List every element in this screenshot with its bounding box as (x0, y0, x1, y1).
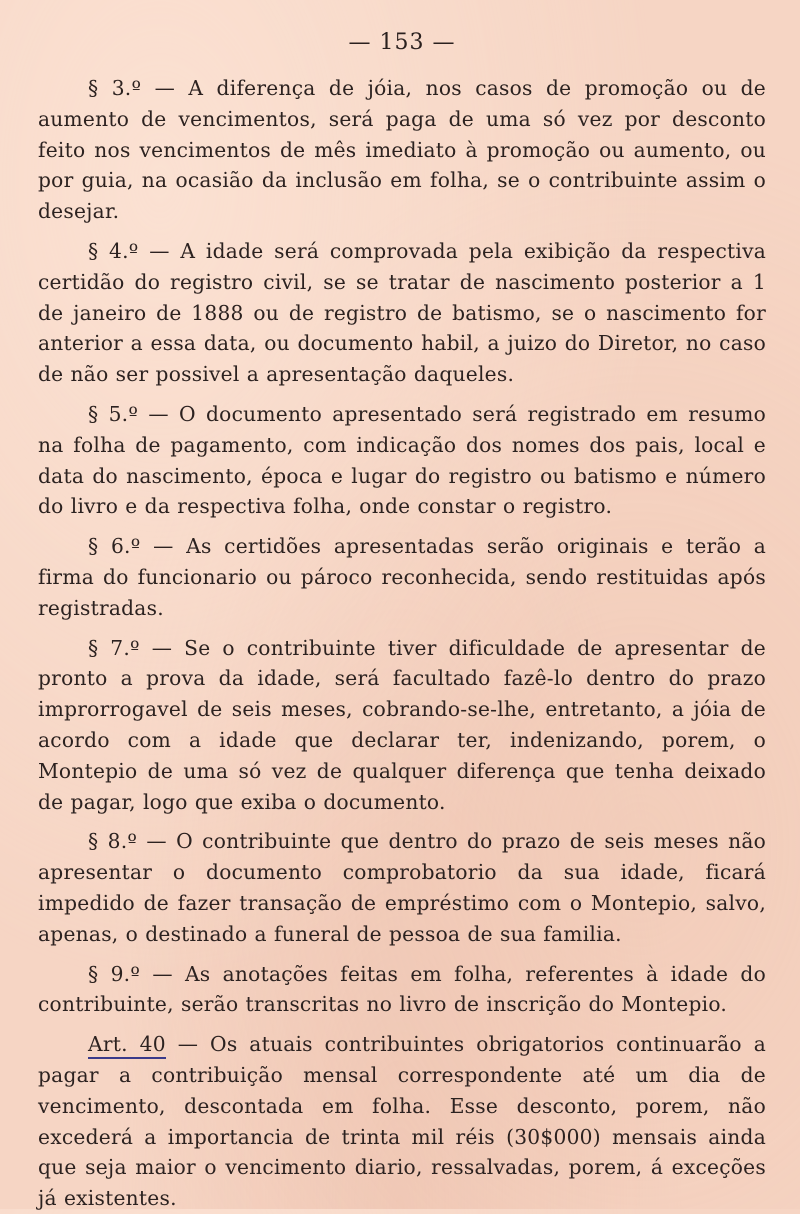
section-marker: § 4.º (88, 238, 139, 263)
paragraph-text: — A diferença de jóia, nos casos de promoção ou de aumento de vencimentos, será paga de uma só vez por desconto feito nos vencimentos de mês imediato à promoção ou aumento, ou por guia, na ocasião da inclusão em folha, se o contribuinte assim o desejar. (38, 76, 767, 224)
page-number: — 153 — (348, 30, 456, 55)
paragraph-text: — Se o contribuinte tiver dificuldade de apresentar de pronto a prova da idade, será facultado fazê-lo dentro do prazo improrrogavel de seis meses, cobrando-se-lhe, entretanto, a jóia de acordo com a idade que declarar ter, indenizando, porem, o Montepio de uma só vez de qualquer diferença que tenha deixado de pagar, logo que exiba o documento. (38, 635, 767, 814)
paragraph-section-7 (38, 633, 766, 818)
section-marker: § 8.º (88, 829, 138, 854)
paragraph-text: — O documento apresentado será registrado em resumo na folha de pagamento, com indicação dos nomes dos pais, local e data do nascimento, época e lugar do registro ou batismo e número do livro e da respectiva folha, onde constar o registro. (38, 401, 766, 519)
paragraph-section-8 (38, 826, 766, 949)
paragraph-section-3 (38, 73, 766, 227)
section-marker: § 5.º (88, 401, 139, 426)
paragraph-section-5 (38, 399, 766, 522)
section-marker: § 9.º (88, 961, 141, 986)
paragraph-section-6 (38, 531, 766, 623)
paragraph-article-40 (38, 1029, 766, 1214)
paragraph-text: — Os atuais contribuintes obrigatorios continuarão a pagar a contribuição mensal correspondente até um dia de vencimento, descontada em folha. Esse desconto, porem, não excederá a importancia de trinta mil réis (30$000) mensais ainda que seja maior o vencimento diario, ressalvadas, porem, á exceções já existentes. (38, 1032, 766, 1211)
paragraph-text: — O contribuinte que dentro do prazo de seis meses não apresentar o documento comprobatorio da sua idade, ficará impedido de fazer transação de empréstimo com o Montepio, salvo, apenas, o destinado a funeral de pessoa de sua familia. (38, 829, 767, 946)
section-marker: § 3.º (88, 76, 142, 100)
document-page (38, 30, 767, 1211)
section-marker: § 7.º (88, 635, 140, 660)
paragraph-text: — A idade será comprovada pela exibição da respectiva certidão do registro civil, se se tratar de nascimento posterior a 1 de janeiro de 1888 ou de registro de batismo, se o nascimento for anterior a essa data, ou documento habil, a juizo do Diretor, no caso de não ser possivel a apresentação daqueles. (38, 238, 767, 387)
article-marker: Art. 40 (88, 1032, 166, 1059)
paragraph-text: — As anotações feitas em folha, referentes à idade do contribuinte, serão transcritas no livro de inscrição do Montepio. (38, 961, 766, 1017)
paragraph-section-4 (38, 236, 766, 390)
section-marker: § 6.º (88, 534, 141, 559)
paragraph-section-9 (38, 959, 766, 1021)
paragraph-text: — As certidões apresentadas serão originais e terão a firma do funcionario ou pároco reconhecida, sendo restituidas após registradas. (38, 534, 767, 620)
